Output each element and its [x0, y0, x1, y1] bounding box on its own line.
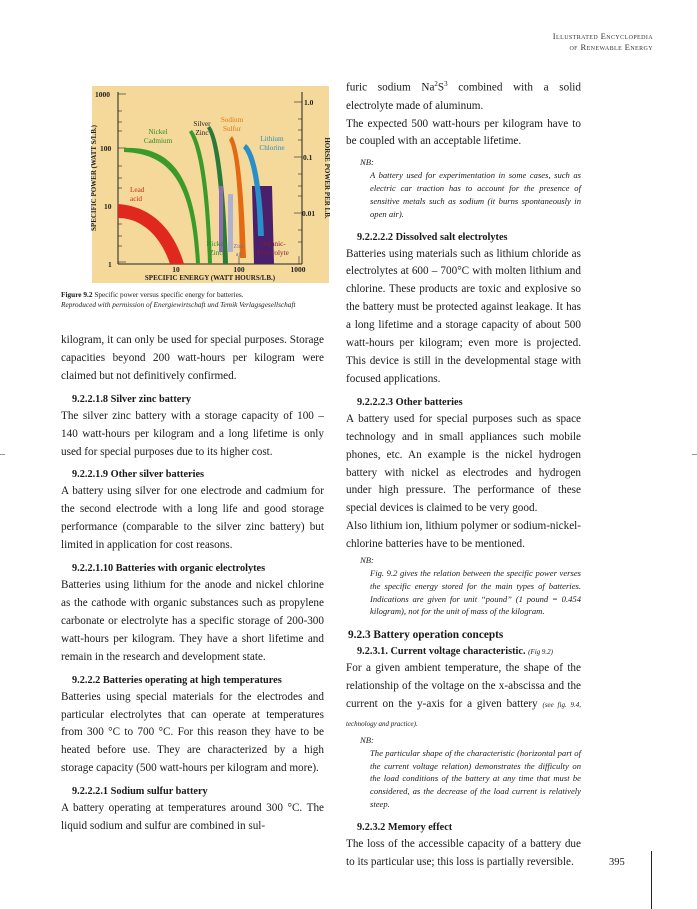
label-organic-electrolyte-1: Organic- [260, 240, 286, 248]
running-head-title: Illustrated Encyclopedia [552, 31, 653, 41]
lead-acid-band [118, 204, 184, 264]
label-organic-electrolyte-2: Electrolyte [257, 249, 289, 257]
crop-mark [0, 454, 5, 455]
x-axis-label: SPECIFIC ENERGY (WATT HOURS/LB.) [144, 274, 276, 282]
left-paragraph: Batteries using lithium for the anode and nickel chlorine as the cathode with organic substances such as propylene carbonate or electrolyte has a specific storage of 200-300 watt-hours per kilogram. They have a short lifetime and remain in the research and development state. [61, 579, 324, 663]
nickel-cadmium-band [124, 148, 200, 264]
crop-mark [692, 454, 697, 455]
section-heading: 9.2.2.2.2 Dissolved salt electrolytes [357, 231, 508, 243]
label-silver-zinc-2: Zinc [195, 129, 209, 137]
zinc-air-band [228, 194, 233, 252]
section-heading: 9.2.2.2.1 Sodium sulfur battery [72, 786, 208, 798]
sodium-formula-3: combined with a solid electrolyte made of aluminum. [346, 81, 581, 112]
sodium-formula-sub2: 3 [444, 80, 448, 88]
figure-caption-label: Figure 9.2 [61, 290, 93, 299]
right-paragraph: Also lithium ion, lithium polymer or sodium-nickel-chlorine batteries have to be mentioned. [346, 520, 581, 551]
label-sodium-sulfur-1: Sodium [220, 116, 244, 124]
left-tick-1000: 1000 [95, 90, 110, 99]
running-head-subtitle: of Renewable Energy [569, 41, 653, 52]
section-heading: 9.2.2.1.10 Batteries with organic electrolytes [72, 563, 266, 575]
figure-caption-source: Reproduced with permission of Energiewirtschaft und Temik Verlagsgesellschaft [61, 300, 296, 309]
battery-chart-svg [92, 86, 329, 283]
label-lithium-chlorine-2: Chlorine [259, 144, 285, 152]
left-paragraph: Batteries using special materials for the electrodes and particular electrolytes that can operate at temperatures from 300 °C to 700 °C. For this reason they have to be heated before use. They are characterized by a high storage capacity (500 watt-hours per kilogram and more). [61, 690, 324, 775]
right-paragraph: The expected 500 watt-hours per kilogram have to be coupled with an acceptable lifetime. [346, 117, 581, 148]
figure-reference: (see fig. 9.4, technology and practice). [346, 701, 581, 728]
right-tick-0.1: 0.1 [303, 153, 313, 162]
section-heading: 9.2.2.2 Batteries operating at high temperatures [72, 674, 282, 686]
label-nickel-cadmium-2: Cadmium [143, 137, 173, 145]
page-number: 395 [609, 857, 625, 868]
section-heading: 9.2.2.1.8 Silver zinc battery [72, 393, 192, 405]
nb-note: A battery used for experimentation in some cases, such as electric car traction has to account for the presence of sensitive metals such as sodium (it burns spontaneously in open air). [370, 170, 581, 219]
label-lead-acid-1: Lead [130, 186, 145, 194]
nb-label: NB: [360, 157, 374, 168]
left-tick-100: 100 [100, 144, 112, 153]
right-paragraph: A battery used for special purposes such as space technology and in small appliances such mobile phones, etc. An example is the nickel hydrogen battery with nickel as electrodes and hydrogen under high pressure. The performance of these special devices is claimed to be very good. [346, 412, 581, 515]
right-tick-0.01: 0.01 [302, 209, 316, 218]
folio-rule [651, 851, 652, 909]
left-paragraph: A battery operating at temperatures around 300 °C. The liquid sodium and sulfur are combined in sul- [61, 802, 324, 833]
section-heading: 9.2.3.2 Memory effect [357, 821, 453, 833]
bottom-tick-1000: 1000 [290, 265, 306, 274]
right-paragraph: The loss of the accessible capacity of a battery due to its particular use; this loss is partially reversible. [346, 837, 581, 868]
left-paragraph: The silver zinc battery with a storage capacity of 100 – 140 watt-hours per kilogram and a long lifetime is only used for special purposes due to its higher cost. [61, 409, 324, 458]
section-heading-text: 9.2.3.1. Current voltage characteristic. [357, 646, 526, 658]
right-paragraph [346, 76, 581, 116]
label-sodium-sulfur-2: Sulfur [223, 125, 241, 133]
nb-note: The particular shape of the characteristic (horizontal part of the current voltage relation) demonstrates the difficulty on the load conditions of the battery at any time that must be considered, as the decrease of the load current is relatively steep. [370, 747, 581, 810]
section-heading [346, 644, 581, 660]
y-axis-label-right: HORSE POWER PER LB. [323, 137, 331, 219]
left-paragraph: kilogram, it can only be used for special purposes. Storage capacities beyond 200 watt-hours per kilogram were claimed but not definitively confirmed. [61, 334, 324, 382]
paragraph-text: For a given ambient temperature, the shape of the relationship of the voltage on the x-abscissa and the current on the y-axis for a given battery [346, 662, 581, 711]
label-nickel-cadmium-1: Nickel [148, 128, 168, 136]
figure-reference: (Fig 9.2) [528, 648, 553, 657]
nb-label: NB: [360, 734, 374, 745]
sodium-formula-sub1: 2 [434, 80, 438, 88]
figure-caption [61, 290, 324, 310]
label-lithium-chlorine-1: Lithium [260, 135, 284, 143]
figure-caption-text: Specific power versus specific energy for batteries. [94, 290, 244, 299]
left-paragraph: A battery using silver for one electrode and cadmium for the second electrode with a long life and good storage performance (comparable to the silver zinc battery) but limited in application for cost reasons. [61, 485, 324, 552]
bottom-tick-10: 10 [172, 265, 180, 274]
left-tick-1: 1 [108, 260, 112, 269]
label-zinc-air-2: air [235, 251, 243, 258]
nb-note: Fig. 9.2 gives the relation between the specific power verses the specific energy stored for the main types of batteries. Indications are given for unit “pound” (1 pound = 0.454 kilogram), not for the unit of mass of the kilogram. [370, 568, 581, 617]
label-lead-acid-2: acid [130, 195, 142, 203]
bottom-tick-100: 100 [233, 265, 245, 274]
section-heading: 9.2.2.1.9 Other silver batteries [72, 469, 205, 481]
section-heading: 9.2.2.2.3 Other batteries [357, 396, 463, 408]
left-tick-10: 10 [104, 202, 112, 211]
sodium-formula-2: S [437, 81, 445, 94]
label-silver-zinc-1: Silver [193, 120, 211, 128]
battery-chart [92, 86, 329, 283]
nb-label: NB: [360, 555, 374, 566]
running-head [553, 31, 653, 52]
sodium-formula-1: furic sodium Na [346, 81, 435, 94]
right-column [346, 76, 581, 872]
section-heading-major: 9.2.3 Battery operation concepts [348, 629, 504, 642]
right-paragraph: Batteries using materials such as lithium chloride as electrolytes at 600 – 700°C with molten lithium and chlorine. These products are toxic and explosive so the battery must be protected against leakage. It has a long lifetime and a storage capacity of about 500 watt-hours per kilogram; even more is projected. This device is still in the developmental stage with focused applications. [346, 247, 581, 385]
label-zinc-air-1: Zinc [233, 243, 245, 250]
right-paragraph [346, 660, 581, 734]
left-column [61, 332, 324, 836]
label-nickel-zinc-1: Nickel [206, 240, 226, 248]
right-tick-1.0: 1.0 [304, 98, 314, 107]
y-axis-label-left: SPECIFIC POWER (WATT S/LB.) [90, 125, 98, 231]
label-nickel-zinc-2: Zinc [209, 249, 223, 257]
